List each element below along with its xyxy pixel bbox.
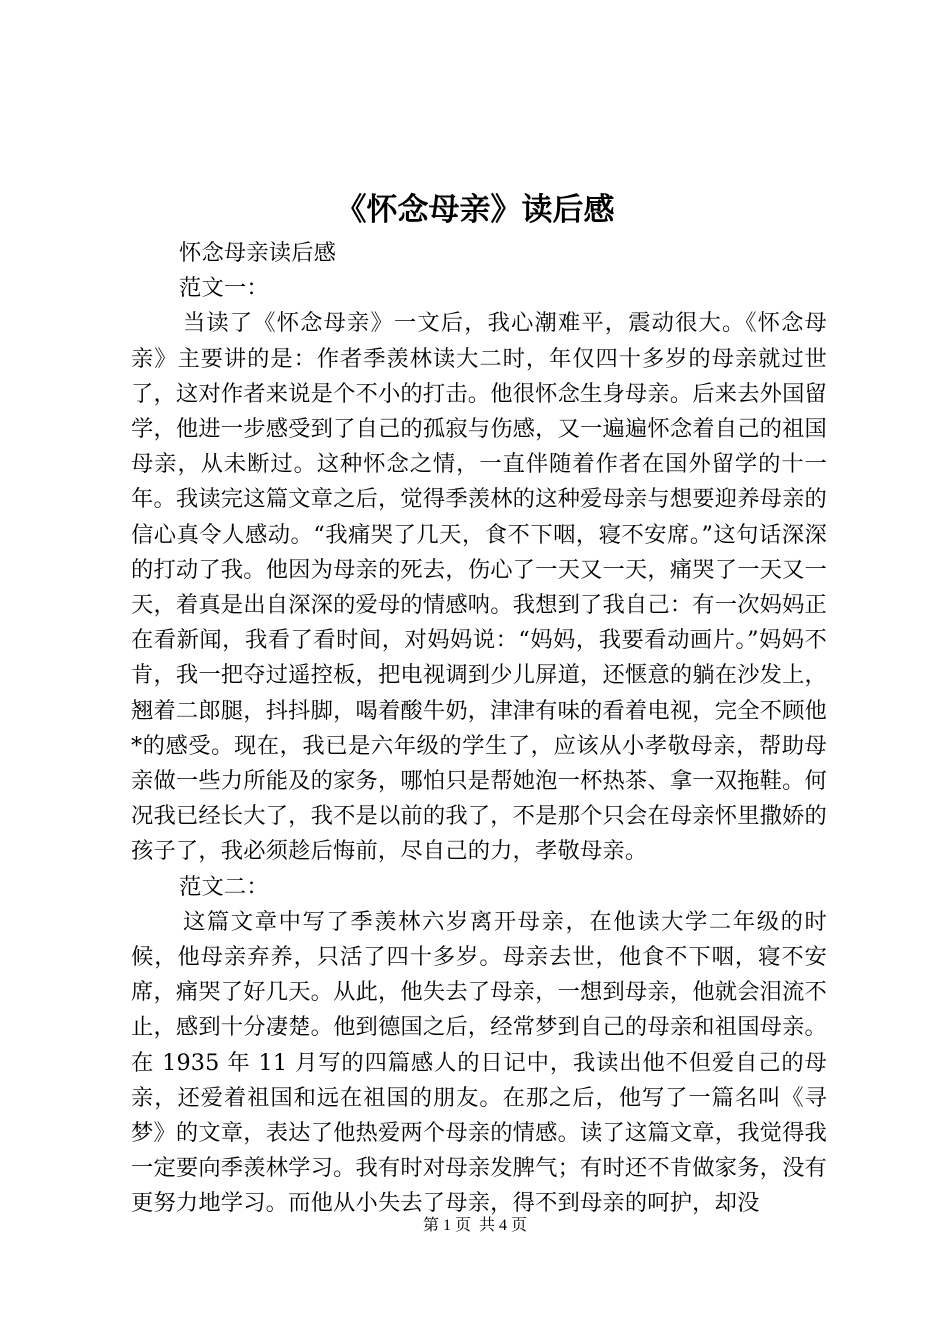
section-2-paragraph: 这篇文章中写了季羡林六岁离开母亲，在他读大学二年级的时候，他母亲弃养，只活了四十多岁。母亲去世，他食不下咽，寝不安席，痛哭了好几天。从此，他失去了母亲，一想到母亲，他就会泪流不止，感到十分凄楚。他到德国之后，经常梦到自己的母亲和祖国母亲。在 1935 年 11 月写的四篇感人的日记中，我读出他不但爱自己的母亲，还爱着祖国和远在祖国的朋友。在那之后，他写了一篇名叫《寻梦》的文章，表达了他热爱两个母亲的情感。读了这篇文章，我觉得我一定要向季羡林学习。我有时对母亲发脾气；有时还不肯做家务，没有更努力地学习。而他从小失去了母亲，得不到母亲的呵护，却没 — [131, 908, 827, 1217]
document-subtitle: 怀念母亲读后感 — [179, 240, 337, 266]
section-1-label: 范文一： — [179, 275, 269, 302]
section-2-label: 范文二： — [179, 873, 269, 900]
document-body — [131, 236, 827, 1222]
document-title: 《怀念母亲》读后感 — [335, 192, 615, 228]
section-1-paragraph: 当读了《怀念母亲》一文后，我心潮难平，震动很大。《怀念母亲》主要讲的是：作者季羡林读大二时，年仅四十多岁的母亲就过世了，这对作者来说是个不小的打击。他很怀念生身母亲。后来去外国留学，他进一步感受到了自己的孤寂与伤感，又一遍遍怀念着自己的祖国母亲，从未断过。这种怀念之情，一直伴随着作者在国外留学的十一年。我读完这篇文章之后，觉得季羡林的这种爱母亲与想要迎养母亲的信心真令人感动。“我痛哭了几天，食不下咽，寝不安席。”这句话深深的打动了我。他因为母亲的死去，伤心了一天又一天，痛哭了一天又一天，着真是出自深深的爱母的情感呐。我想到了我自己：有一次妈妈正在看新闻，我看了看时间，对妈妈说：“妈妈，我要看动画片。”妈妈不肯，我一把夺过遥控板，把电视调到少儿屏道，还惬意的躺在沙发上，翘着二郎腿，抖抖脚，喝着酸牛奶，津津有味的看着电视，完全不顾他*的感受。现在，我已是六年级的学生了，应该从小孝敬母亲，帮助母亲做一些力所能及的家务，哪怕只是帮她泡一杯热茶、拿一双拖鞋。何况我已经长大了，我不是以前的我了，不是那个只会在母亲怀里撒娇的孩子了，我必须趁后悔前，尽自己的力，孝敬母亲。 — [131, 310, 827, 865]
page-footer: 第 1 页 共 4 页 — [422, 1217, 527, 1234]
